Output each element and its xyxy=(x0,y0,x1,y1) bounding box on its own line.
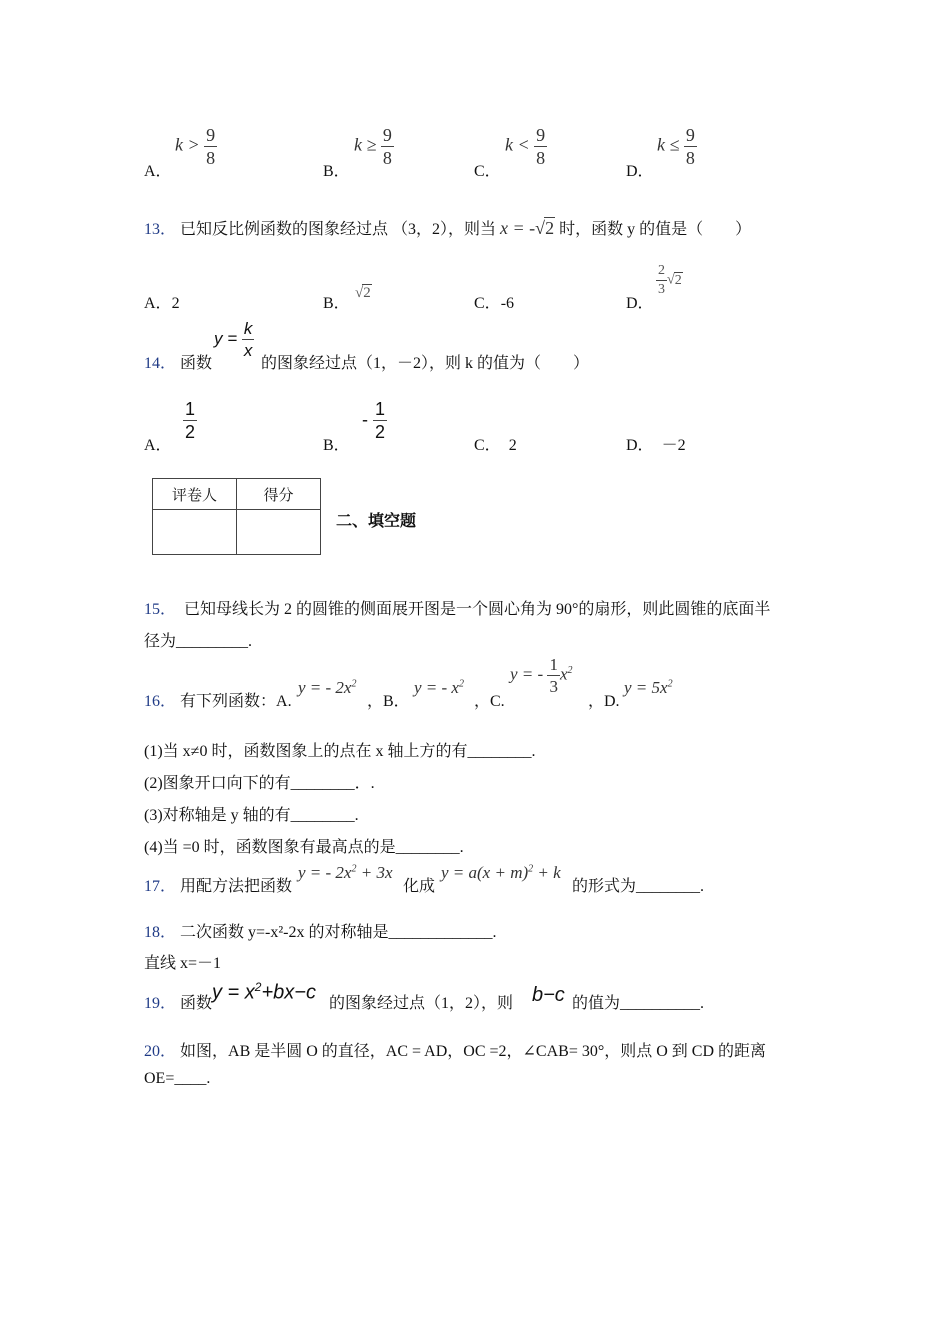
q12-option-b xyxy=(323,158,350,181)
q14-option-a-math xyxy=(183,400,197,441)
function-c xyxy=(510,656,572,695)
question-text: 函数 xyxy=(180,995,213,1012)
option-value: －2 xyxy=(661,437,686,454)
score-table xyxy=(152,478,321,555)
q12-option-d-math xyxy=(657,126,697,167)
q12-option-c-math xyxy=(505,126,547,167)
option-label: B． xyxy=(323,163,350,180)
denominator: 8 xyxy=(206,148,216,168)
numerator: 9 xyxy=(206,125,216,145)
denominator: 8 xyxy=(685,148,695,168)
exponent: 2 xyxy=(458,678,464,690)
expression-b-minus-c: b−c xyxy=(532,984,565,1006)
function-expr: y = - 2x xyxy=(298,863,352,882)
q14-option-d xyxy=(626,432,686,455)
function-expr: y = x xyxy=(212,981,255,1004)
option-label: B． xyxy=(323,295,350,312)
question-13 xyxy=(144,216,751,239)
question-19-mid: 的图象经过点（1，2），则 xyxy=(329,995,514,1012)
minus-sign: - xyxy=(362,409,368,430)
inequality: k > xyxy=(175,134,200,155)
function-tail: +bx−c xyxy=(261,981,316,1004)
denominator: x xyxy=(243,341,253,360)
denominator: 2 xyxy=(375,422,386,442)
option-label: A． xyxy=(144,295,172,312)
numerator: 9 xyxy=(382,125,392,145)
q12-option-d xyxy=(626,158,654,181)
q12-option-a xyxy=(144,158,172,181)
question-number: 15． xyxy=(144,601,177,618)
inequality: k ≥ xyxy=(354,134,377,155)
q12-option-a-math xyxy=(175,126,217,167)
function-vertex-form xyxy=(441,863,561,883)
exponent: 2 xyxy=(351,678,357,690)
numerator: k xyxy=(243,319,253,338)
numerator: 1 xyxy=(375,399,386,419)
question-15-line2: 径为_________. xyxy=(144,633,253,650)
denominator: 3 xyxy=(549,677,558,696)
question-text: 如图，AB 是半圆 O 的直径，AC = AD，OC =2，∠CAB= 30°，则点 O 到 CD 的距离 xyxy=(180,1043,767,1060)
math-y: y = xyxy=(214,328,238,348)
option-label: D． xyxy=(626,295,654,312)
question-text: 已知母线长为 2 的圆锥的侧面展开图是一个圆心角为 90°的扇形，则此圆锥的底面半 xyxy=(184,601,771,618)
question-14-text-end xyxy=(261,350,589,373)
question-18-answer: 直线 x=－1 xyxy=(144,955,222,972)
option-label: B． xyxy=(323,437,350,454)
function-d xyxy=(624,678,673,698)
option-label: A． xyxy=(144,163,172,180)
question-text-end: 的图象经过点（1，－2），则 k 的值为（ ） xyxy=(261,355,590,372)
question-19-end: 的值为__________. xyxy=(572,995,705,1012)
q13-option-c xyxy=(474,290,514,313)
question-text: 二次函数 y=-x²-2x 的对称轴是_____________. xyxy=(180,924,497,941)
question-text-end: 时，函数 y 的值是（ ） xyxy=(559,221,752,238)
function-var: x xyxy=(559,664,568,684)
question-15 xyxy=(144,596,770,619)
radicand: 2 xyxy=(674,272,682,288)
math-expression: x = -√2 xyxy=(500,218,555,238)
q16-sub-3: (3)对称轴是 y 轴的有________. xyxy=(144,807,359,824)
q14-option-b-math xyxy=(362,400,387,441)
q16-sub-1: (1)当 x≠0 时，函数图象上的点在 x 轴上方的有________. xyxy=(144,743,536,760)
separator-c: ，C. xyxy=(474,693,505,710)
q13-option-b-math: √2 xyxy=(355,285,371,301)
question-18 xyxy=(144,919,497,942)
option-value: 2 xyxy=(171,295,180,312)
math-x: x = - xyxy=(500,218,536,238)
question-text: 有下列函数：A. xyxy=(180,693,292,710)
q12-option-b-math xyxy=(354,126,394,167)
option-value: -6 xyxy=(500,295,515,312)
q13-option-b xyxy=(323,290,350,313)
exponent: 2 xyxy=(254,980,262,994)
question-number: 17． xyxy=(144,878,177,895)
numerator: 9 xyxy=(685,125,695,145)
function-expr: y = - xyxy=(510,664,544,684)
option-label: C． xyxy=(474,295,501,312)
question-number: 18． xyxy=(144,924,177,941)
grader-cell[interactable] xyxy=(153,510,237,555)
function-quadratic xyxy=(212,980,316,1005)
exponent: 2 xyxy=(567,664,573,676)
q13-option-d xyxy=(626,290,654,313)
question-20-line2: OE=____. xyxy=(144,1070,211,1087)
question-number: 16． xyxy=(144,693,177,710)
question-17-mid: 化成 xyxy=(403,878,436,895)
question-text: 已知反比例函数的图象经过点 （3，2），则当 xyxy=(180,221,497,238)
q14-option-c xyxy=(474,432,517,455)
exponent: 2 xyxy=(351,863,357,875)
separator-b: ，B． xyxy=(367,693,410,710)
numerator: 2 xyxy=(656,264,667,281)
function-expr: y = - x xyxy=(414,678,459,697)
denominator: 8 xyxy=(536,148,546,168)
question-number: 20． xyxy=(144,1043,177,1060)
inequality: k ≤ xyxy=(657,134,680,155)
q14-function-math xyxy=(214,320,254,359)
option-label: C． xyxy=(474,437,501,454)
option-label: D． xyxy=(626,163,654,180)
q12-option-c xyxy=(474,158,501,181)
function-b xyxy=(414,678,464,698)
score-header: 得分 xyxy=(237,479,321,510)
numerator: 1 xyxy=(549,655,558,674)
score-cell[interactable] xyxy=(237,510,321,555)
grader-header: 评卷人 xyxy=(153,479,237,510)
function-expr: y = 5x xyxy=(624,678,668,697)
question-text: 函数 xyxy=(180,355,213,372)
denominator: 2 xyxy=(185,422,196,442)
function-original xyxy=(298,863,393,883)
separator-d: ，D. xyxy=(588,693,620,710)
q16-sub-2: (2)图象开口向下的有________．. xyxy=(144,775,375,792)
question-16 xyxy=(144,688,292,711)
function-expr: y = a(x + m) xyxy=(441,863,529,882)
option-label: A． xyxy=(144,437,172,454)
function-tail: + k xyxy=(533,863,561,882)
option-label: C． xyxy=(474,163,501,180)
question-20 xyxy=(144,1038,766,1061)
denominator: 3 xyxy=(658,282,665,297)
q13-option-a xyxy=(144,290,180,313)
question-19 xyxy=(144,990,212,1013)
question-number: 14． xyxy=(144,355,177,372)
function-expr: y = - 2x xyxy=(298,678,352,697)
option-value: 2 xyxy=(508,437,517,454)
question-number: 19． xyxy=(144,995,177,1012)
exponent: 2 xyxy=(528,863,534,875)
question-number: 13． xyxy=(144,221,177,238)
numerator: 9 xyxy=(536,125,546,145)
q14-option-a xyxy=(144,432,172,455)
section-title: 二、填空题 xyxy=(336,513,417,530)
function-a xyxy=(298,678,356,698)
question-14 xyxy=(144,350,212,373)
option-label: D． xyxy=(626,437,654,454)
numerator: 1 xyxy=(185,399,196,419)
function-tail: + 3x xyxy=(356,863,393,882)
q13-option-d-math: $\frac{2}{3}$ √2 xyxy=(658,263,682,297)
q16-sub-4: (4)当 =0 时，函数图象有最高点的是________. xyxy=(144,839,464,856)
question-17 xyxy=(144,873,292,896)
q14-option-b xyxy=(323,432,350,455)
exponent: 2 xyxy=(667,678,673,690)
inequality: k < xyxy=(505,134,530,155)
denominator: 8 xyxy=(382,148,392,168)
radicand: 2 xyxy=(363,285,371,301)
question-text: 用配方法把函数 xyxy=(180,878,293,895)
radicand: 2 xyxy=(545,218,555,238)
question-17-end: 的形式为________. xyxy=(572,878,705,895)
